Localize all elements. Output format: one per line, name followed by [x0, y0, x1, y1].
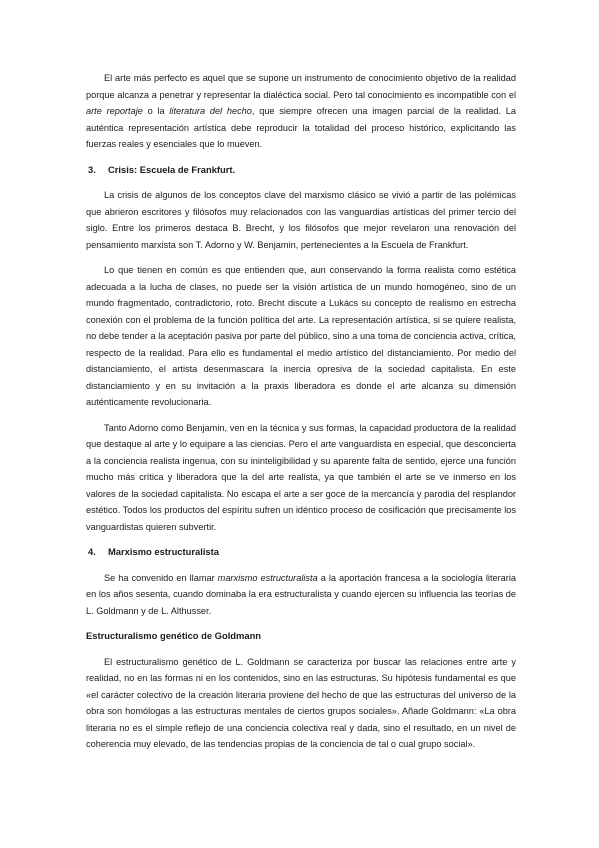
subsection-heading-goldmann: Estructuralismo genético de Goldmann — [86, 630, 262, 641]
paragraph-text: Se ha convenido en llamar — [104, 572, 218, 583]
paragraph-text: a la aportación francesa a la sociología literaria en los años sesenta, cuando dominaba la era estructuralista y cuando ejercen su influencia las teorías de L. Goldmann y de L. Althusser. — [86, 572, 516, 616]
section-heading-crisis — [86, 162, 516, 179]
section-title: Marxismo estructuralista — [108, 546, 219, 557]
paragraph-text: El arte más perfecto es aquel que se supone un instrumento de conocimiento objetivo de la realidad porque alcanza a penetrar y representar la dialéctica social. Pero tal conocimiento es incompatible con el — [86, 73, 516, 100]
section-title: Crisis: Escuela de Frankfurt. — [108, 163, 236, 175]
paragraph-text: o la — [142, 106, 170, 116]
paragraph-adorno-benjamin: Tanto Adorno como Benjamin, ven en la técnica y sus formas, la capacidad productora de la realidad que destaque al arte y lo equipare a las ciencias. Pero el arte vanguardista en especial, que desconcierta a la conciencia realista ingenua, con su ininteligibilidad y su aparente falta de sentido, ejerce una función mucho más crítica y liberadora que la del arte realista, ya que también el arte se ve inmerso en los valores de la sociedad capitalista. No escapa el arte a ser goce de la mercancía y parodia del resplandor estético. Todos los productos del espíritu sufren un idéntico proceso de cosificación que precisamente los vanguardistas quieren subvertir. — [86, 422, 516, 532]
paragraph-en-comun: Lo que tienen en común es que entienden que, aun conservando la forma realista como estética adecuada a la lucha de clases, no puede ser la visión artística de un mundo homogéneo, sino de un mundo fragmentado, contradictorio, roto. Brecht discute a Lukács su concepto de realismo en estrecha conexión con el problema de la función política del arte. La representación artística, si se quiere realista, no debe tender a la aceptación pasiva por parte del público, sino a una toma de conciencia activa, crítica, respecto de la realidad. Para ello es fundamental el medio artístico del distanciamiento. Por medio del distanciamiento, el artista desenmascara la inercia opresiva de la sociedad capitalista. En este distanciamiento y en su invitación a la praxis liberadora es donde el arte alcanza su dimensión auténticamente revolucionaria. — [86, 265, 516, 407]
italic-term-arte-reportaje: arte reportaje — [86, 106, 143, 116]
paragraph-text: , que siempre ofrecen una imagen parcial de la realidad. La auténtica representación artística debe reproducir la totalidad del proceso histórico, explicitando las fuerzas reales y esenciales que lo mueven. — [86, 106, 516, 149]
italic-term-literatura-del-hecho: literatura del hecho — [169, 106, 252, 116]
paragraph-marxismo-estructuralista — [86, 570, 516, 620]
section-heading-marxismo-estructuralista — [86, 544, 516, 561]
paragraph-arte-perfecto — [86, 70, 516, 153]
paragraph-goldmann: El estructuralismo genético de L. Goldmann se caracteriza por buscar las relaciones entre arte y realidad, no en las formas ni en los contenidos, sino en las estructuras. Su hipótesis fundamental es que «el carácter colectivo de la creación literaria proviene del hecho de que las estructuras del universo de la obra son homólogas a las estructuras mentales de ciertos grupos sociales». Añade Goldmann: «La obra literaria no es el simple reflejo de una conciencia colectiva real y dada, sino el resultado, en un nivel de coherencia muy elevado, de las tendencias propias de la conciencia de tal o cual grupo social». — [86, 656, 516, 749]
section-number: 4. — [88, 546, 96, 557]
paragraph-crisis-conceptos: La crisis de algunos de los conceptos clave del marxismo clásico se vivió a partir de las polémicas que abrieron escritores y filósofos muy relacionados con las vanguardias artísticas del primer tercio del siglo. Entre los primeros destaca B. Brecht, y los filósofos que mejor revelaron una renovación del pensamiento marxista son T. Adorno y W. Benjamin, pertenecientes a la Escuela de Frankfurt. — [86, 190, 516, 250]
document-page — [86, 70, 516, 762]
section-number: 3. — [88, 163, 96, 175]
italic-term-marxismo-estructuralista: marxismo estructuralista — [217, 572, 318, 583]
